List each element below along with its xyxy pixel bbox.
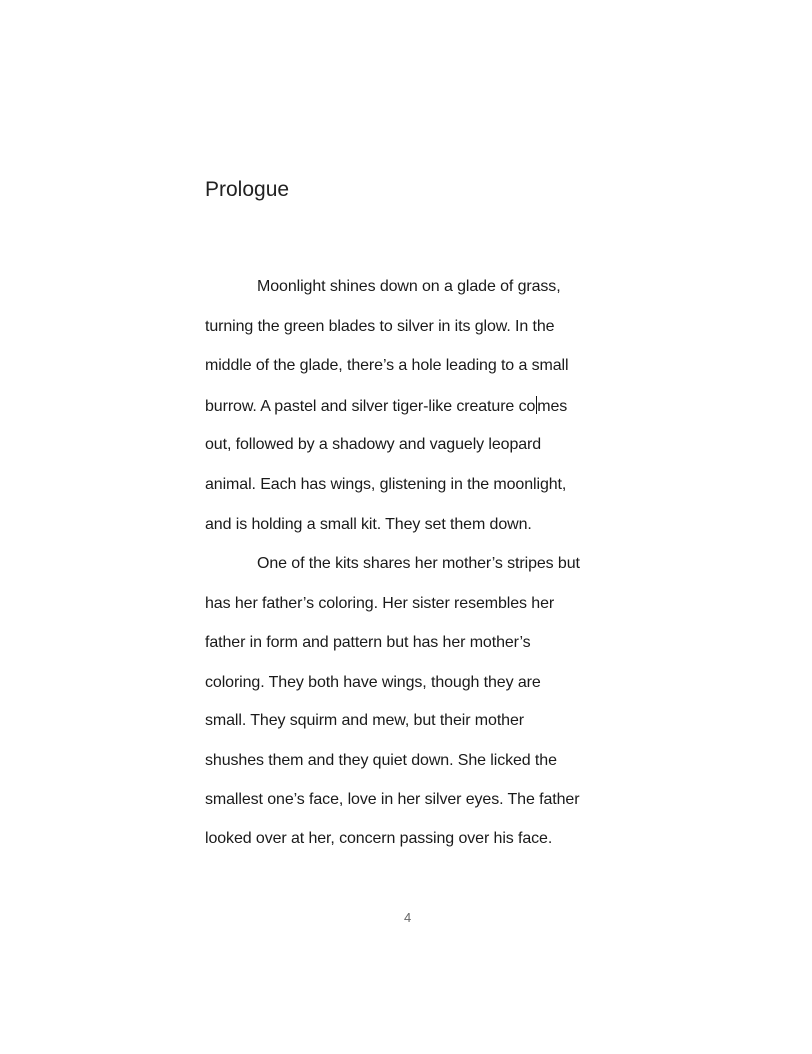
text-line: turning the green blades to silver in its glow. In the <box>205 318 555 335</box>
text-line: One of the kits shares her mother’s stripes but <box>257 555 580 572</box>
text-line: looked over at her, concern passing over his face. <box>205 830 553 847</box>
text-line: small. They squirm and mew, but their mother <box>205 712 524 729</box>
text-line: out, followed by a shadowy and vaguely leopard <box>205 436 542 453</box>
text-line: smallest one’s face, love in her silver eyes. The father <box>205 791 580 808</box>
text-line: middle of the glade, there’s a hole leading to a small <box>205 357 569 374</box>
text-line: shushes them and they quiet down. She licked the <box>205 752 557 769</box>
text-line: father in form and pattern but has her mother’s <box>205 634 531 651</box>
text-line: coloring. They both have wings, though they are <box>205 674 541 691</box>
text-line-with-caret <box>205 396 567 417</box>
text-line: Moonlight shines down on a glade of grass, <box>257 278 561 295</box>
chapter-heading: Prologue <box>205 178 290 201</box>
text-line: animal. Each has wings, glistening in the moonlight, <box>205 476 567 493</box>
text-line: has her father’s coloring. Her sister resembles her <box>205 595 555 612</box>
caret-line-after: mes <box>537 398 568 415</box>
caret-line-before: burrow. A pastel and silver tiger-like creature co <box>205 398 536 415</box>
text-line: and is holding a small kit. They set them down. <box>205 516 532 533</box>
page-number: 4 <box>404 910 412 925</box>
